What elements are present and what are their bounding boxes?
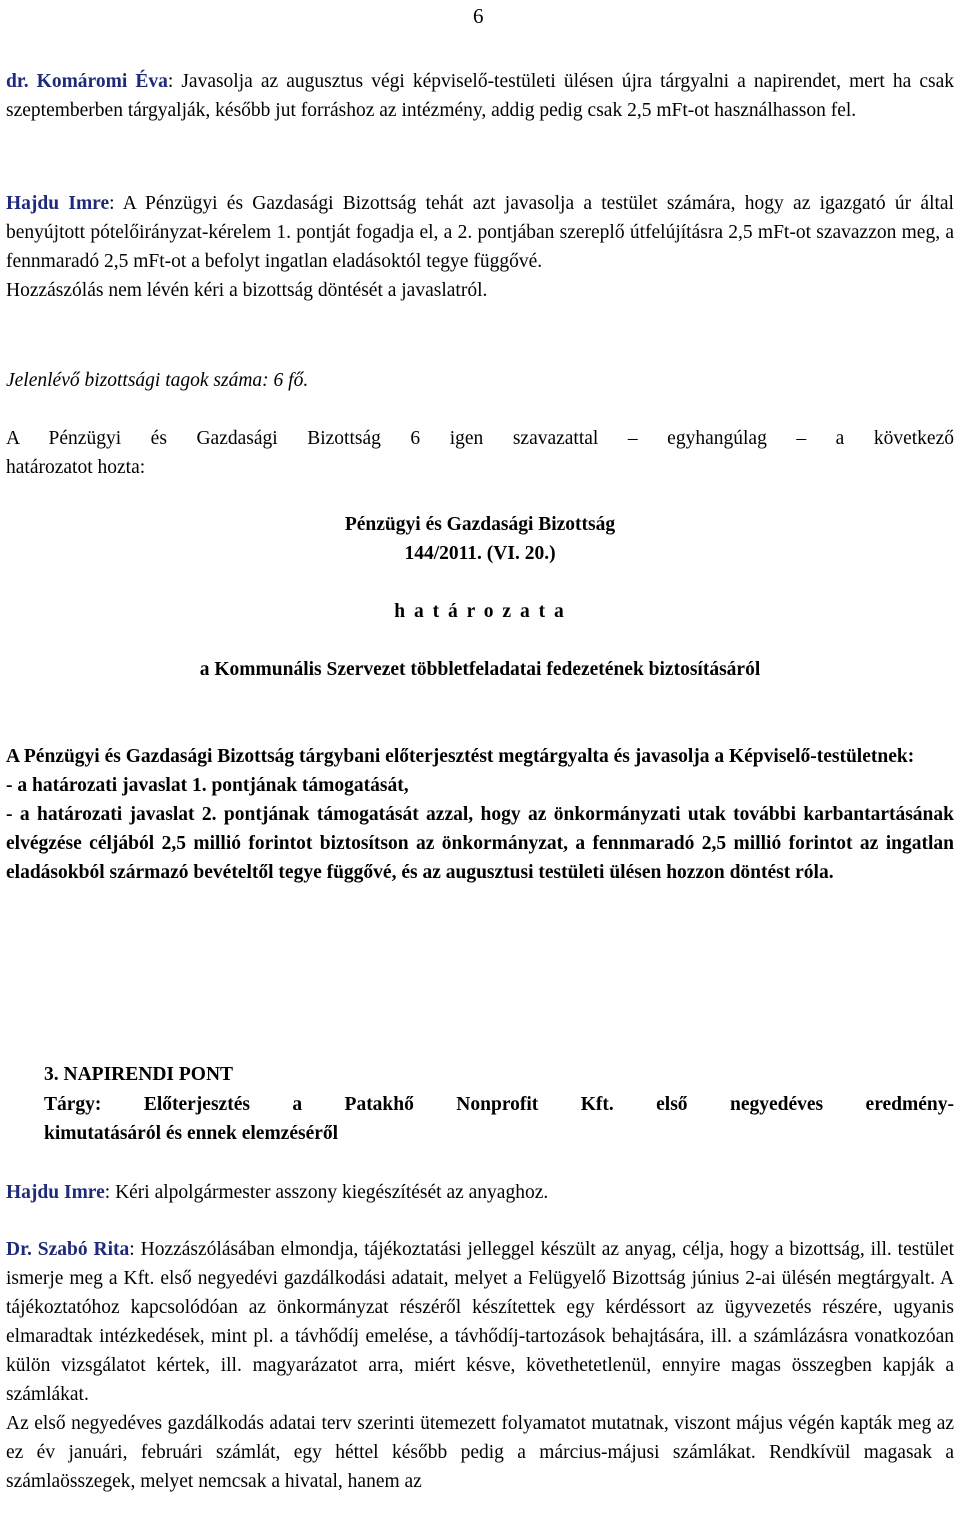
agenda-heading: 3. NAPIRENDI PONT — [44, 1064, 234, 1085]
speaker-name: Dr. Szabó Rita — [6, 1239, 130, 1260]
resolution-body: Pénzügyi és Gazdasági Bizottság — [344, 514, 616, 535]
paragraph-hajdu-2 — [6, 1178, 954, 1207]
speaker-name: Hajdu Imre — [6, 1182, 105, 1203]
vote-line: határozatot hozta: — [6, 457, 146, 478]
page-number: 6 — [473, 4, 484, 28]
paragraph-text: : Javasolja az augusztus végi képviselő-testületi ülésen újra tárgyalni a napirendet, mert ha csak szeptemberben tárgyalják, később jut forráshoz az intézmény, addig pedig csak 2,5 mFt-ot használhasson fel. — [6, 71, 954, 121]
paragraph-hajdu — [6, 189, 954, 305]
agenda-subject-line: kimutatásáról és ennek elemzéséről — [44, 1123, 339, 1144]
resolution-intro: A Pénzügyi és Gazdasági Bizottság tárgybani előterjesztést megtárgyalta és javasolja a Képviselő-testületnek: — [6, 746, 915, 767]
paragraph-szabo — [6, 1235, 954, 1496]
paragraph-komaromi — [6, 67, 954, 125]
resolution-item: - a határozati javaslat 2. pontjának támogatását azzal, hogy az önkormányzati utak további karbantartásának elvégzése céljából 2,5 millió forintot biztosítson az önkormányzat, a fennmaradó 2,5 millió forintot az ingatlan eladásokból származó bevételtől tegye függővé, és az augusztusi testületi ülésen hozzon döntést róla. — [6, 804, 954, 883]
vote-line: A Pénzügyi és Gazdasági Bizottság 6 igen szavazattal – egyhangúlag – a következő — [6, 428, 954, 449]
paragraph-text: : A Pénzügyi és Gazdasági Bizottság tehát azt javasolja a testület számára, hogy az igazgató úr által benyújtott pótelőirányzat-kérelem 1. pontját fogadja el, a 2. pontjában szereplő útfelújításra 2,5 mFt-ot szavazzon meg, a fennmaradó 2,5 mFt-ot a befolyt ingatlan eladásoktól tegye függővé. — [6, 193, 954, 272]
resolution-subject: a Kommunális Szervezet többletfeladatai fedezetének biztosításáról — [199, 659, 761, 680]
paragraph-text: Az első negyedéves gazdálkodás adatai terv szerinti ütemezett folyamatot mutatnak, viszont május végén kapták meg az ez év januári, februári számlát, egy héttel később pedig a március-májusi számlákat. Rendkívül magasak a számlaösszegek, melyet nemcsak a hivatal, hanem az — [6, 1413, 954, 1492]
agenda-subject — [44, 1090, 954, 1148]
speaker-name: Hajdu Imre — [6, 193, 110, 214]
paragraph-text: : Kéri alpolgármester asszony kiegészítését az anyaghoz. — [104, 1182, 549, 1203]
agenda-subject-line: Tárgy: Előterjesztés a Patakhő Nonprofit Kft. első negyedéves eredmény- — [44, 1094, 954, 1115]
present-members: Jelenlévő bizottsági tagok száma: 6 fő. — [6, 370, 309, 391]
paragraph-text: : Hozzászólásában elmondja, tájékoztatási jelleggel készült az anyag, célja, hogy a bizottság, ill. testület ismerje meg a Kft. első negyedévi gazdálkodási adatait, melyet a Felügyelő Bizottság június 2-ai ülésén megtárgyalt. A tájékoztatóhoz kapcsolódóan az önkormányzat részéről készítettek egy kérdéssort az ügyvezetés részére, ugyanis elmaradtak intézkedések, mint pl. a távhődíj emelése, a távhődíj-tartozások behajtására, ill. a számlázásra vonatkozóan külön vizsgálatot kértek, ill. magyarázatot arra, miért késve, követhetetlenül, ennyire magas összegben kapják a számlákat. — [6, 1239, 954, 1405]
resolution-text — [6, 742, 954, 887]
vote-statement — [6, 424, 954, 482]
resolution-label: h a t á r o z a t a — [394, 601, 566, 622]
speaker-name: dr. Komáromi Éva — [6, 71, 168, 92]
resolution-item: - a határozati javaslat 1. pontjának támogatását, — [6, 775, 409, 796]
paragraph-text: Hozzászólás nem lévén kéri a bizottság döntését a javaslatról. — [6, 280, 488, 301]
resolution-number: 144/2011. (VI. 20.) — [404, 543, 556, 564]
